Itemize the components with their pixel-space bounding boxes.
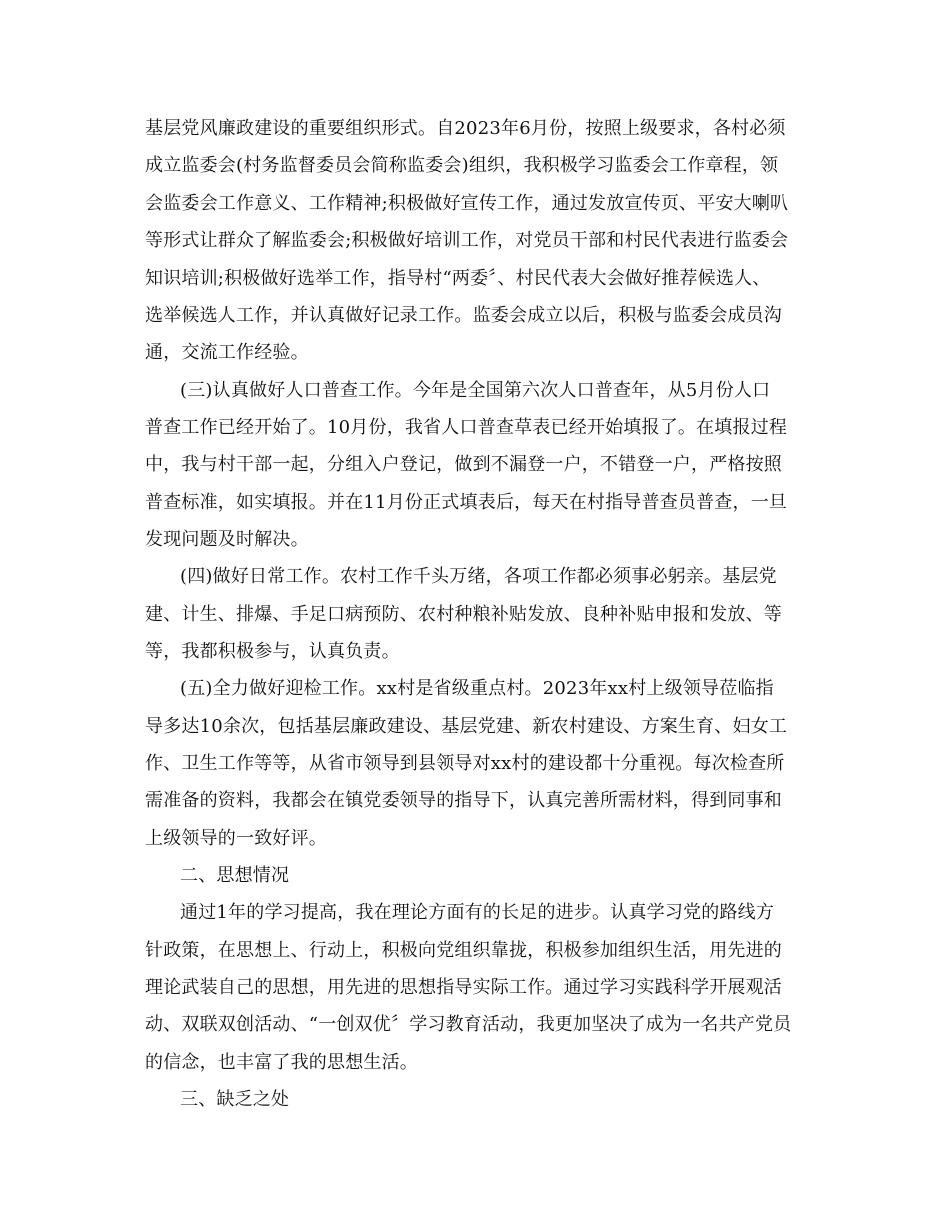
text-line: 等，我都积极参与，认真负责。 bbox=[145, 641, 400, 662]
text-line: 通，交流工作经验。 bbox=[145, 342, 309, 363]
paragraph-heading: 通过1年的学习提高，我在理论方面有的长足的进步。认真学习党的路线方 bbox=[180, 902, 775, 923]
text-line: 发现问题及时解决。 bbox=[145, 529, 309, 550]
text-line: 需准备的资料，我都会在镇党委领导的指导下，认真完善所需材料，得到同事和 bbox=[145, 790, 782, 811]
section-heading: 三、缺乏之处 bbox=[180, 1089, 290, 1110]
text-line: 上级领导的一致好评。 bbox=[145, 828, 327, 849]
text-line: 中，我与村干部一起，分组入户登记，做到不漏登一户，不错登一户，严格按照 bbox=[145, 454, 782, 475]
paragraph-heading: (四)做好日常工作。农村工作千头万绪，各项工作都必须事必躬亲。基层党 bbox=[180, 566, 777, 587]
text-line: 导多达10余次，包括基层廉政建设、基层党建、新农村建设、方案生育、妇女工 bbox=[145, 716, 788, 737]
paragraph-heading: (五)全力做好迎检工作。xx村是省级重点村。2023年xx村上级领导莅临指 bbox=[180, 678, 774, 699]
text-line: 基层党风廉政建设的重要组织形式。自2023年6月份，按照上级要求，各村必须 bbox=[145, 118, 786, 139]
text-line: 建、计生、排爆、手足口病预防、农村种粮补贴发放、良种补贴申报和发放、等 bbox=[145, 604, 782, 625]
text-line: 知识培训;积极做好选举工作，指导村“两委〞、村民代表大会做好推荐候选人、 bbox=[145, 268, 771, 289]
text-line: 选举候选人工作，并认真做好记录工作。监委会成立以后，积极与监委会成员沟 bbox=[145, 305, 782, 326]
text-line: 成立监委会(村务监督委员会简称监委会)组织，我积极学习监委会工作章程，领 bbox=[145, 155, 779, 176]
text-line: 针政策，在思想上、行动上，积极向党组织靠拢，积极参加组织生活，用先进的 bbox=[145, 940, 782, 961]
text-line: 会监委会工作意义、工作精神;积极做好宣传工作，通过发放宣传页、平安大喇叭 bbox=[145, 193, 789, 214]
text-line: 普查标准，如实填报。并在11月份正式填表后，每天在村指导普查员普查，一旦 bbox=[145, 492, 788, 513]
text-line: 作、卫生工作等等，从省市领导到县领导对xx村的建设都十分重视。每次检查所 bbox=[145, 753, 785, 774]
text-line: 动、双联双创活动、“一创双优〞学习教育活动，我更加坚决了成为一名共产党员 bbox=[145, 1014, 792, 1035]
section-heading: 二、思想情况 bbox=[180, 865, 290, 886]
paragraph-heading: (三)认真做好人口普查工作。今年是全国第六次人口普查年，从5月份人口 bbox=[180, 380, 771, 401]
text-line: 的信念，也丰富了我的思想生活。 bbox=[145, 1052, 418, 1073]
text-line: 等形式让群众了解监委会;积极做好培训工作，对党员干部和村民代表进行监委会 bbox=[145, 230, 789, 251]
text-line: 普查工作已经开始了。10月份，我省人口普查草表已经开始填报了。在填报过程 bbox=[145, 417, 788, 438]
text-line: 理论武装自己的思想，用先进的思想指导实际工作。通过学习实践科学开展观活 bbox=[145, 977, 782, 998]
